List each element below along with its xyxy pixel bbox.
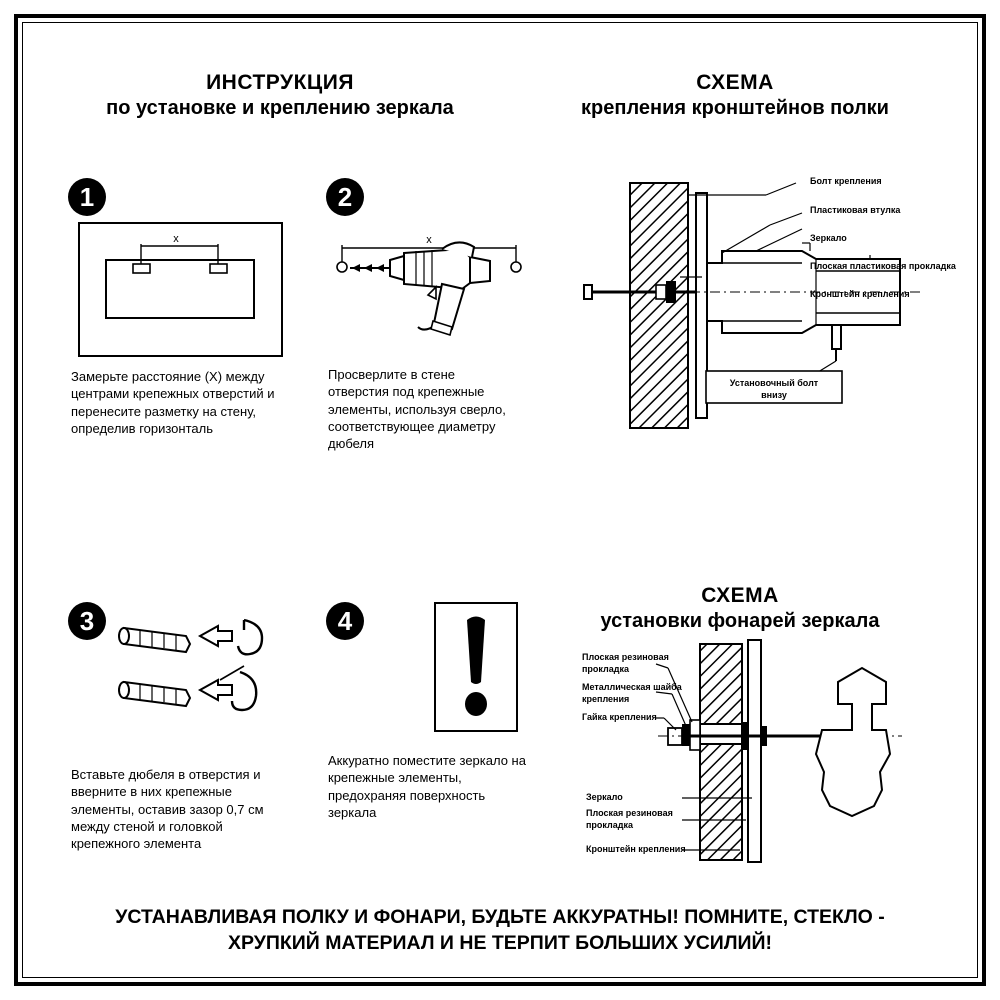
lamp-label-top-2-line1: Гайка крепления xyxy=(582,712,657,722)
svg-text:x: x xyxy=(426,234,432,246)
step-4-caption: Аккуратно поместите зеркало на крепежные элементы, предохраняя поверхность зеркала xyxy=(328,753,526,820)
lamp-label-top-0-line1: Плоская резиновая xyxy=(582,652,669,662)
step-number-4: 4 xyxy=(326,602,364,640)
bracket-label-4: Кронштейн крепления xyxy=(810,289,910,299)
heading-bracket-scheme xyxy=(520,70,950,120)
lamp-label-top-0-line2: прокладка xyxy=(582,664,629,674)
heading-instruction-line2: по установке и креплению зеркала xyxy=(106,96,454,119)
bracket-note-line2: внизу xyxy=(761,390,787,400)
step-1-illustration xyxy=(78,222,283,357)
heading-lamp-scheme-line1: СХЕМА xyxy=(701,584,779,607)
footer-warning-line1: УСТАНАВЛИВАЯ ПОЛКУ И ФОНАРИ, БУДЬТЕ АККУРАТНЫ! ПОМНИТЕ, СТЕКЛО - xyxy=(115,906,885,928)
lamp-label-bottom-1-line2: прокладка xyxy=(586,820,633,830)
lamp-label-bottom-0-line1: Зеркало xyxy=(586,792,623,802)
bracket-label-3: Плоская пластиковая прокладка xyxy=(810,261,956,271)
svg-text:x: x xyxy=(173,233,179,245)
lamp-label-top-1-line1: Металлическая шайба xyxy=(582,682,682,692)
heading-lamp-scheme xyxy=(530,583,950,633)
bracket-label-2: Зеркало xyxy=(810,233,847,243)
heading-instruction-line1: ИНСТРУКЦИЯ xyxy=(206,71,354,94)
heading-bracket-scheme-line1: СХЕМА xyxy=(696,71,774,94)
lamp-mounting-diagram xyxy=(572,638,952,868)
step-4-illustration xyxy=(434,602,518,732)
step-number-1: 1 xyxy=(68,178,106,216)
heading-lamp-scheme-line2: установки фонарей зеркала xyxy=(600,609,880,632)
heading-instruction xyxy=(60,70,500,120)
step-2-illustration xyxy=(330,205,530,350)
step-number-2: 2 xyxy=(326,178,364,216)
footer-warning-line2: ХРУПКИЙ МАТЕРИАЛ И НЕ ТЕРПИТ БОЛЬШИХ УСИЛИЙ! xyxy=(227,931,773,954)
step-2-caption: Просверлите в стене отверстия под крепежные элементы, используя сверло, соответствующее диаметру дюбеля xyxy=(328,367,506,452)
lamp-label-top-1-line2: крепления xyxy=(582,694,630,704)
bracket-label-0: Болт крепления xyxy=(810,176,882,186)
heading-bracket-scheme-line2: крепления кронштейнов полки xyxy=(581,96,889,119)
lamp-label-bottom-1-line1: Плоская резиновая xyxy=(586,808,673,818)
step-number-3: 3 xyxy=(68,602,106,640)
footer-warning xyxy=(60,905,940,957)
step-1-caption: Замерьте расстояние (X) между центрами крепежных отверстий и перенесите разметку на стену, определив горизонталь xyxy=(71,369,275,436)
step-3-illustration xyxy=(68,608,283,743)
bracket-note-line1: Установочный болт xyxy=(729,378,819,388)
lamp-label-bottom-2-line1: Кронштейн крепления xyxy=(586,844,686,854)
bracket-mounting-diagram xyxy=(570,165,956,445)
step-3-caption: Вставьте дюбеля в отверстия и вверните в них крепежные элементы, оставив зазор 0,7 см между стеной и головкой крепежного элемента xyxy=(71,767,264,852)
bracket-label-1: Пластиковая втулка xyxy=(810,205,901,215)
